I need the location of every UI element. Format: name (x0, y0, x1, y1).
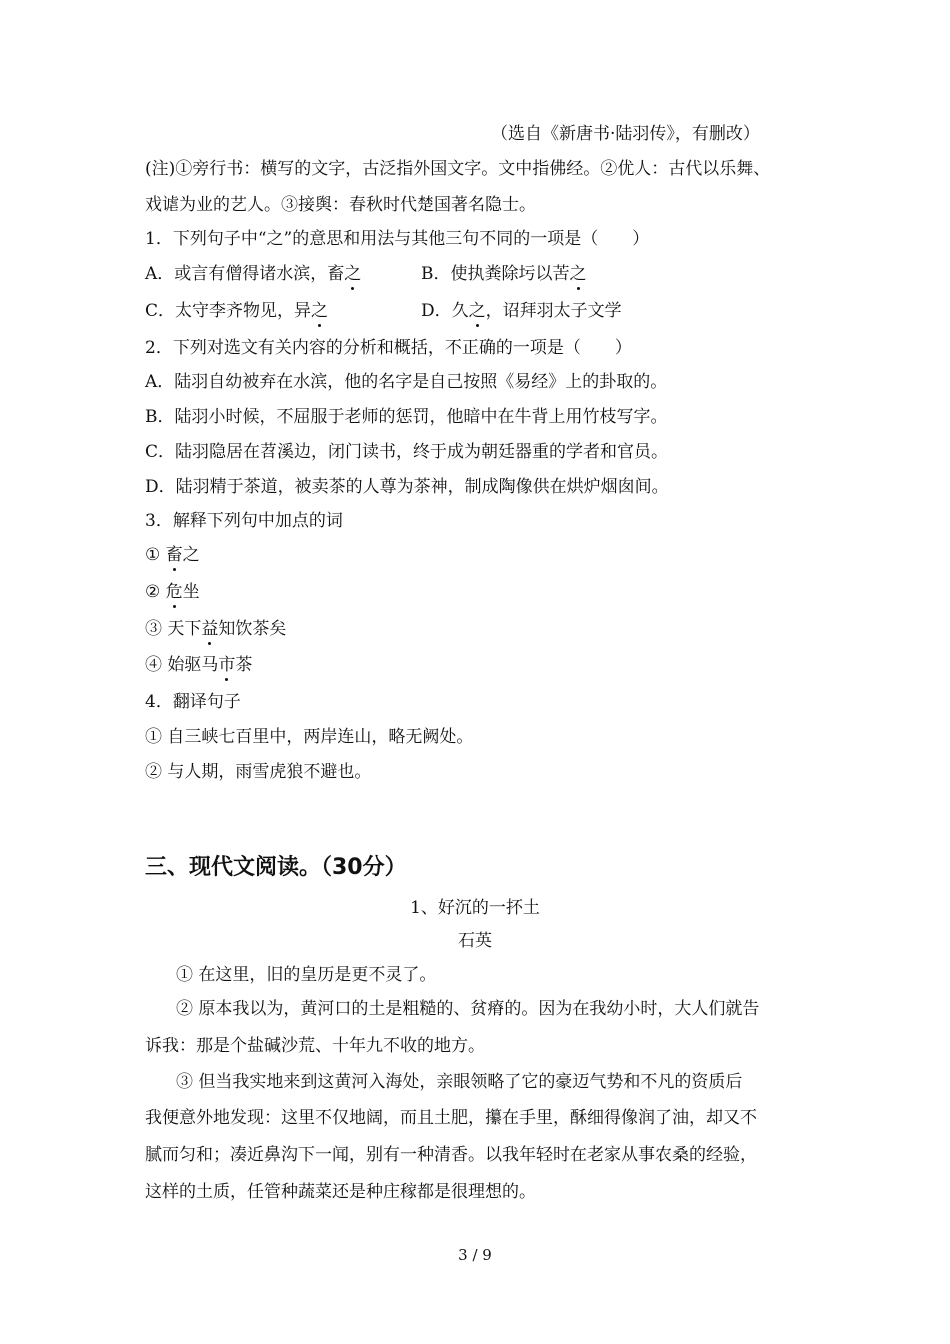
question-1-row-cd (145, 299, 622, 323)
option-2c: C．陆羽隐居在苕溪边，闭门读书，终于成为朝廷器重的学者和官员。 (145, 442, 669, 462)
article-title: 1、好沉的一抔土 (410, 898, 540, 918)
question-3-item-2: ② 危坐 (145, 582, 200, 602)
paragraph-3-line-4: 这样的土质，任管种蔬菜还是种庄稼都是很理想的。 (145, 1182, 536, 1202)
paragraph-2-line-2: 诉我：那是个盐碱沙荒、十年九不收的地方。 (145, 1036, 485, 1056)
question-1-stem: 1．下列句子中“之”的意思和用法与其他三句不同的一项是（ ） (145, 229, 650, 249)
dotted-char: 之 (569, 264, 587, 284)
question-3-item-1: ① 畜之 (145, 545, 200, 565)
question-4-stem: 4．翻译句子 (145, 692, 241, 712)
dotted-char: 畜 (165, 545, 183, 565)
question-2-stem: 2．下列对选文有关内容的分析和概括，不正确的一项是（ ） (145, 338, 632, 358)
question-3-item-3: ③ 天下益知饮茶矣 (145, 619, 287, 639)
paragraph-1: ① 在这里，旧的皇历是更不灵了。 (176, 965, 437, 985)
note-line-1: (注)①旁行书：横写的文字，古泛指外国文字。文中指佛经。②优人：古代以乐舞、 (145, 159, 771, 179)
question-4-sentence-2: ② 与人期，雨雪虎狼不避也。 (145, 762, 372, 782)
question-1-row-ab (145, 262, 587, 286)
option-2d: D．陆羽精于茶道，被卖茶的人尊为茶神，制成陶像供在烘炉烟囱间。 (145, 477, 669, 497)
option-1b: B．使执粪除圬以苦之 (421, 264, 587, 284)
option-1d: D．久之，诏拜羽太子文学 (421, 301, 622, 321)
dotted-char: 危 (165, 582, 183, 602)
option-2a: A．陆羽自幼被弃在水滨，他的名字是自己按照《易经》上的卦取的。 (145, 372, 668, 392)
option-1c: C．太守李齐物见，异之 (145, 301, 329, 321)
question-3-item-4: ④ 始驱马市茶 (145, 655, 253, 675)
question-3-stem: 3．解释下列句中加点的词 (145, 511, 343, 531)
paragraph-3-line-2: 我便意外地发现：这里不仅地阔，而且土肥，攥在手里，酥细得像润了油，却又不 (145, 1108, 757, 1128)
section-heading: 三、现代文阅读。（30分） (145, 855, 407, 880)
source-citation: （选自《新唐书·陆羽传》，有删改） (491, 124, 760, 144)
dotted-char: 之 (311, 301, 329, 321)
dotted-char: 益 (201, 619, 219, 639)
dotted-char: 之 (344, 264, 362, 284)
paragraph-3-line-3: 腻而匀和；凑近鼻沟下一闻，别有一种清香。以我年轻时在老家从事农桑的经验， (145, 1145, 757, 1165)
paragraph-3-line-1: ③ 但当我实地来到这黄河入海处，亲眼领略了它的豪迈气势和不凡的资质后 (176, 1072, 743, 1092)
article-author: 石英 (458, 931, 492, 951)
option-1a: A．或言有僧得诸水滨，畜之 (145, 264, 362, 284)
page-number: 3 / 9 (458, 1246, 492, 1264)
question-4-sentence-1: ① 自三峡七百里中，两岸连山，略无阙处。 (145, 727, 474, 747)
note-line-2: 戏谑为业的艺人。③接舆：春秋时代楚国著名隐士。 (145, 195, 536, 215)
option-2b: B．陆羽小时候，不屈服于老师的惩罚，他暗中在牛背上用竹枝写字。 (145, 407, 668, 427)
dotted-char: 之 (468, 301, 486, 321)
dotted-char: 市 (218, 655, 236, 675)
paragraph-2-line-1: ② 原本我以为，黄河口的土是粗糙的、贫瘠的。因为在我幼小时，大人们就告 (176, 999, 760, 1019)
